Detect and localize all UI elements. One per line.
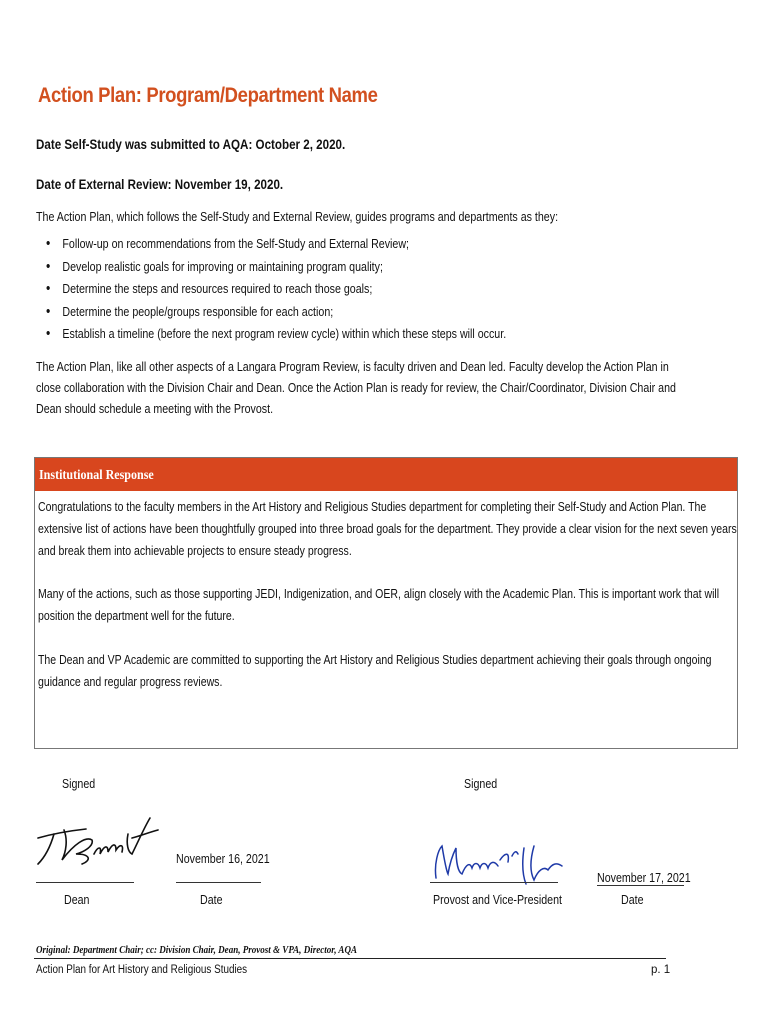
response-line: position the department well for the future. xyxy=(38,608,235,623)
response-line: and break them into achievable projects to ensure steady progress. xyxy=(38,543,352,558)
distribution-note: Original: Department Chair; cc: Division Chair, Dean, Provost & VPA, Director, AQA xyxy=(36,944,357,956)
external-review-date: Date of External Review: November 19, 2020. xyxy=(36,177,284,192)
dean-signed-label: Signed xyxy=(62,776,96,791)
response-line: guidance and regular progress reviews. xyxy=(38,674,223,689)
dean-date-line xyxy=(176,882,261,883)
dean-signature xyxy=(34,814,162,870)
list-item: • Follow-up on recommendations from the Self-Study and External Review; xyxy=(46,233,506,256)
closing-line: Dean should schedule a meeting with the Provost. xyxy=(36,401,274,416)
goals-list xyxy=(46,233,506,346)
response-paragraph-1 xyxy=(38,496,770,562)
response-paragraph-3 xyxy=(38,649,770,693)
institutional-response-box xyxy=(34,457,738,749)
institutional-response-heading: Institutional Response xyxy=(39,468,154,483)
response-paragraph-2 xyxy=(38,583,770,627)
provost-date-value: November 17, 2021 xyxy=(597,870,691,885)
response-line: extensive list of actions have been thoughtfully grouped into three broad goals for the department. They provide a clear vision for the next seven years xyxy=(38,521,737,536)
provost-role-label: Provost and Vice-President xyxy=(433,892,562,907)
dean-date-label: Date xyxy=(200,892,223,907)
provost-signed-label: Signed xyxy=(464,776,498,791)
provost-date-label: Date xyxy=(621,892,644,907)
page-title: Action Plan: Program/Department Name xyxy=(38,84,378,107)
closing-line: The Action Plan, like all other aspects of a Langara Program Review, is faculty driven and Dean led. Faculty develop the Action Plan in xyxy=(36,359,669,374)
dean-date-value: November 16, 2021 xyxy=(176,851,270,866)
page-number: p. 1 xyxy=(651,964,671,976)
dean-signature-line xyxy=(36,882,134,883)
response-line: Congratulations to the faculty members in the Art History and Religious Studies department for completing their Self-Study and Action Plan. The xyxy=(38,499,707,514)
provost-date-line xyxy=(597,885,684,886)
list-item: • Determine the people/groups responsible for each action; xyxy=(46,301,506,324)
footer-divider xyxy=(34,958,666,959)
closing-line: close collaboration with the Division Chair and Dean. Once the Action Plan is ready for review, the Chair/Coordinator, Division Chair and xyxy=(36,380,676,395)
response-line: The Dean and VP Academic are committed to supporting the Art History and Religious Studies department achieving their goals through ongoing xyxy=(38,652,712,667)
list-item: • Establish a timeline (before the next program review cycle) within which these steps will occur. xyxy=(46,323,506,346)
self-study-date: Date Self-Study was submitted to AQA: October 2, 2020. xyxy=(36,137,346,152)
dean-role-label: Dean xyxy=(64,892,90,907)
intro-closing xyxy=(36,356,770,419)
footer-doc-title: Action Plan for Art History and Religious Studies xyxy=(36,964,248,976)
intro-lead: The Action Plan, which follows the Self-Study and External Review, guides programs and departments as they: xyxy=(36,209,559,224)
institutional-response-header xyxy=(35,458,737,491)
list-item: • Develop realistic goals for improving or maintaining program quality; xyxy=(46,256,506,279)
provost-signature-line xyxy=(430,882,558,883)
list-item: • Determine the steps and resources required to reach those goals; xyxy=(46,278,506,301)
response-line: Many of the actions, such as those supporting JEDI, Indigenization, and OER, align closely with the Academic Plan. This is important work that will xyxy=(38,586,720,601)
